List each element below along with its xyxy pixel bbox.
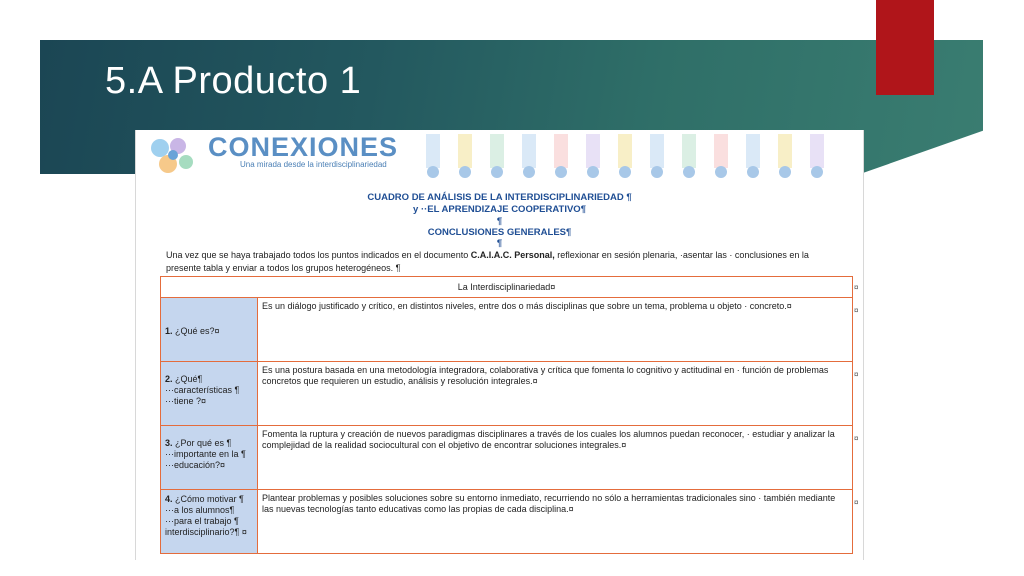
- doc-heading-pilcrow1: ¶: [496, 216, 503, 227]
- question-cell: 2. ¿Qué¶ ···características ¶ ···tiene ?¤: [161, 362, 258, 426]
- answer-cell: Es una postura basada en una metodología integradora, colaborativa y crítica que fomenta lo cognitivo y actitudinal en · función de problemas concretos que requieren un estudio, análisis y resolución integrales.¤: [258, 362, 853, 426]
- end-of-row-mark: ¤: [854, 498, 859, 507]
- end-of-row-mark: ¤: [854, 306, 859, 315]
- doc-heading-pilcrow2: ¶: [496, 238, 503, 249]
- end-of-row-mark: ¤: [854, 283, 859, 292]
- table-row: [161, 362, 853, 426]
- red-accent-tab: [876, 0, 934, 95]
- end-of-row-mark: ¤: [854, 370, 859, 379]
- intro-paragraph: Una vez que se haya trabajado todos los puntos indicados en el documento C.A.I.A.C. Personal, reflexionar en sesión plenaria, ·asentar las · conclusiones en la presente tabla y enviar a todos los grupos heterogéneos. ¶: [166, 250, 809, 273]
- table-row: [161, 490, 853, 554]
- doc-heading-line3: CONCLUSIONES GENERALES¶: [427, 227, 572, 238]
- doc-heading-line2: y ··EL APRENDIZAJE COOPERATIVO¶: [413, 204, 586, 215]
- answer-cell: Plantear problemas y posibles soluciones sobre su entorno inmediato, recurriendo no sólo a herramientas tradicionales sino · también mediante las nuevas tecnologías tanto educativas como las propias de cada disciplina.¤: [258, 490, 853, 554]
- table-header-row: [161, 277, 853, 298]
- table-row: [161, 298, 853, 362]
- conexiones-logo-icon: [144, 134, 200, 180]
- answer-cell: Fomenta la ruptura y creación de nuevos paradigmas disciplinares a través de los cuales los alumnos puedan reconocer, · estudiar y analizar la complejidad de la realidad sociocultural con el objetivo de encontrar soluciones integrales.¤: [258, 426, 853, 490]
- question-cell: 4. ¿Cómo motivar ¶ ···a los alumnos¶ ···para el trabajo ¶ interdisciplinario?¶ ¤: [161, 490, 258, 554]
- slide-title: 5.A Producto 1: [105, 60, 362, 102]
- question-cell: 3. ¿Por qué es ¶ ···importante en la ¶ ···educación?¤: [161, 426, 258, 490]
- question-cell: 1. ¿Qué es?¤: [161, 298, 258, 362]
- conclusions-table: [160, 276, 853, 554]
- document-image: [135, 130, 864, 560]
- end-of-row-mark: ¤: [854, 434, 859, 443]
- logo-text: CONEXIONES: [208, 132, 399, 162]
- answer-cell: Es un diálogo justificado y crítico, en distintos niveles, entre dos o más disciplinas que sobre un tema, problema u objeto · concreto.¤: [258, 298, 853, 362]
- banner-corner-wedge: [860, 130, 985, 174]
- logo-subtitle: Una mirada desde la interdisciplinariedad: [240, 160, 387, 169]
- table-header-cell: La Interdisciplinariedad¤: [161, 277, 853, 298]
- table-row: [161, 426, 853, 490]
- decorative-bulbs: [416, 134, 856, 180]
- doc-heading-line1: CUADRO DE ANÁLISIS DE LA INTERDISCIPLINARIEDAD ¶: [367, 192, 632, 203]
